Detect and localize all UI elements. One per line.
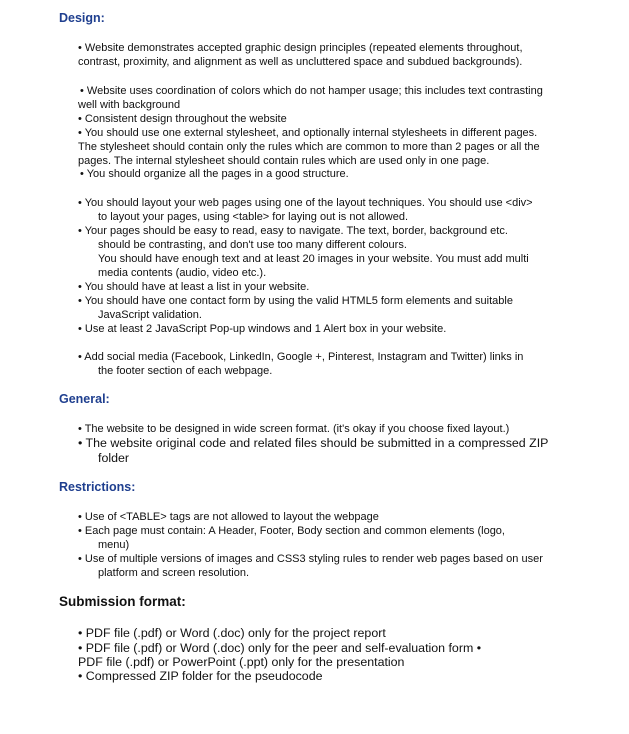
general-line: • The website to be designed in wide screen format. (it's okay if you choose fixed layout.) bbox=[78, 423, 510, 435]
submission-line: • Compressed ZIP folder for the pseudocode bbox=[78, 669, 323, 683]
restrictions-line: menu) bbox=[98, 539, 130, 551]
design-line: pages. The internal stylesheet should contain rules which are used only in one page. bbox=[78, 155, 490, 167]
restrictions-heading: Restrictions: bbox=[59, 480, 136, 494]
restrictions-line: • Use of <TABLE> tags are not allowed to layout the webpage bbox=[78, 511, 379, 523]
submission-line: • PDF file (.pdf) or Word (.doc) only for the peer and self-evaluation form • bbox=[78, 641, 482, 655]
design-line: • Consistent design throughout the website bbox=[78, 113, 287, 125]
design-line: • You should have at least a list in your website. bbox=[78, 281, 310, 293]
design-line: • You should have one contact form by using the valid HTML5 form elements and suitable bbox=[78, 295, 513, 307]
restrictions-line: platform and screen resolution. bbox=[98, 567, 250, 579]
design-line: the footer section of each webpage. bbox=[98, 365, 273, 377]
design-line: media contents (audio, video etc.). bbox=[98, 267, 267, 279]
design-line: • Website uses coordination of colors which do not hamper usage; this includes text contrasting bbox=[80, 85, 543, 97]
submission-heading: Submission format: bbox=[59, 594, 186, 609]
general-heading: General: bbox=[59, 392, 110, 406]
restrictions-line: • Each page must contain: A Header, Footer, Body section and common elements (logo, bbox=[78, 525, 505, 537]
design-heading: Design: bbox=[59, 11, 105, 25]
design-line: You should have enough text and at least 20 images in your website. You must add multi bbox=[98, 253, 529, 265]
design-line: contrast, proximity, and alignment as well as uncluttered space and subdued backgrounds). bbox=[78, 56, 523, 68]
design-line: JavaScript validation. bbox=[98, 309, 202, 321]
design-line: should be contrasting, and don't use too many different colours. bbox=[98, 239, 407, 251]
submission-line: PDF file (.pdf) or PowerPoint (.ppt) only for the presentation bbox=[78, 655, 405, 669]
design-line: well with background bbox=[78, 99, 181, 111]
design-line: to layout your pages, using <table> for laying out is not allowed. bbox=[98, 211, 409, 223]
restrictions-line: • Use of multiple versions of images and CSS3 styling rules to render web pages based on user bbox=[78, 553, 543, 565]
design-line: • You should layout your web pages using one of the layout techniques. You should use <div> bbox=[78, 197, 533, 209]
general-line: • The website original code and related files should be submitted in a compressed ZIP bbox=[78, 436, 549, 450]
design-line: • You should use one external stylesheet, and optionally internal stylesheets in different pages. bbox=[78, 127, 538, 139]
design-line: • Add social media (Facebook, LinkedIn, Google +, Pinterest, Instagram and Twitter) links in bbox=[78, 351, 524, 363]
design-line: • Your pages should be easy to read, easy to navigate. The text, border, background etc. bbox=[78, 225, 508, 237]
general-line: folder bbox=[98, 451, 129, 465]
design-line: • Use at least 2 JavaScript Pop-up windows and 1 Alert box in your website. bbox=[78, 323, 447, 335]
design-line: • Website demonstrates accepted graphic design principles (repeated elements throughout, bbox=[78, 42, 523, 54]
design-line: • You should organize all the pages in a good structure. bbox=[80, 168, 349, 180]
submission-line: • PDF file (.pdf) or Word (.doc) only for the project report bbox=[78, 626, 386, 640]
design-line: The stylesheet should contain only the rules which are common to more than 2 pages or all the bbox=[78, 141, 540, 153]
